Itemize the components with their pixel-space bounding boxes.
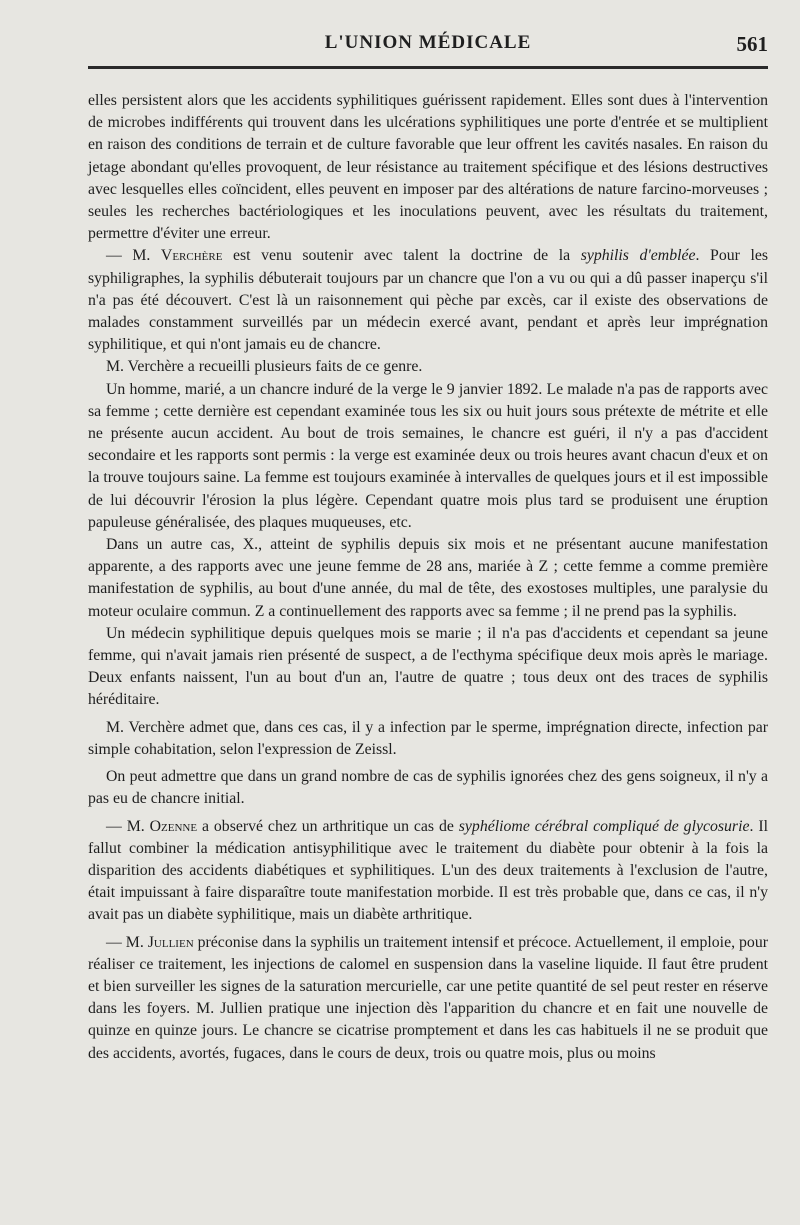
text-segment: préconise dans la syphilis un traitement intensif et précoce. Actuellement, il emploie, pour réaliser ce traitement, les injections de calomel en suspension dans la vaseline liquide. Il faut être prudent et bien surveiller les signes de la saturation mercurielle, car une petite quantité de sel peut rester en réserve dans les foyers. M. Jullien pratique une injection dès l'apparition du chancre et en fait une nouvelle de quinze en quinze jours. Le chancre se cicatrise promptement et dans les cas habituels il ne se produit que des accidents, avortés, fugaces, dans le cours de deux, trois ou quatre mois, plus ou moins	[88, 933, 768, 1062]
paragraph-4: Un homme, marié, a un chancre induré de la verge le 9 janvier 1892. Le malade n'a pas de rapports avec sa femme ; cette dernière est cependant examinée tous les six ou huit jours sous prétexte de métrite et elle ne présente aucun accident. Au bout de trois semaines, le chancre est guéri, il n'y a pas d'accident secondaire et les rapports sont permis : la verge est examinée deux ou trois heures avant chacun d'eux et on la trouve toujours saine. La femme est toujours examinée à intervalles de quelques jours et il est impossible de lui découvrir l'érosion la plus légère. Cependant quatre mois plus tard se produisent une éruption papuleuse généralisée, des plaques muqueuses, etc.	[88, 380, 768, 531]
article-body	[88, 90, 768, 1065]
speaker-name: Ozenne	[149, 817, 198, 835]
paragraph-jullien	[88, 932, 768, 1065]
dash-prefix: — M.	[106, 817, 150, 835]
paragraph-1: elles persistent alors que les accidents syphilitiques guérissent rapidement. Elles sont dues à l'intervention de microbes indifférents qui trouvent dans les ulcérations syphilitiques une porte d'entrée et se multiplient en raison des conditions de terrain et de culture favorable que leur offrent les cavités nasales. En raison du jetage abondant qu'elles provoquent, de leur résistance au traitement spécifique et des lésions destructives avec lesquelles elles coïncident, elles peuvent en imposer par des altérations de nature farcino-morveuses ; seules les recherches bactériologiques et les inoculations peuvent, avec les résultats du traitement, permettre d'éviter une erreur.	[88, 92, 768, 243]
dash-prefix: — M.	[106, 933, 148, 951]
page-header	[88, 30, 768, 64]
paragraph-7: M. Verchère admet que, dans ces cas, il y a infection par le sperme, imprégnation directe, infection par simple cohabitation, selon l'expression de Zeissl.	[88, 718, 768, 758]
speaker-name: Verchère	[160, 247, 223, 265]
paragraph-verchere-intro	[88, 245, 768, 356]
page-number: 561	[736, 32, 768, 56]
paragraph-ozenne	[88, 816, 768, 927]
paragraph-5: Dans un autre cas, X., atteint de syphilis depuis six mois et ne présentant aucune manifestation apparente, a des rapports avec une jeune femme de 28 ans, mariée à Z ; cette femme a comme première manifestation de syphilis, au bout d'une année, du mal de tête, des exostoses multiples, une paralysie du moteur oculaire commun. Z a continuellement des rapports avec sa femme ; il ne prend pas la syphilis.	[88, 536, 768, 620]
text-segment: est venu soutenir avec talent la doctrine de la	[222, 247, 581, 265]
speaker-name: Jullien	[147, 933, 194, 951]
paragraph-3: M. Verchère a recueilli plusieurs faits de ce genre.	[106, 358, 423, 376]
paragraph-8: On peut admettre que dans un grand nombre de cas de syphilis ignorées chez des gens soigneux, il n'y a pas eu de chancre initial.	[88, 768, 768, 808]
paragraph-6: Un médecin syphilitique depuis quelques mois se marie ; il n'a pas d'accidents et cependant sa jeune femme, qui n'avait jamais rien présenté de suspect, a de l'ecthyma spécifique deux mois après le mariage. Deux enfants naissent, l'un au bout d'un an, l'autre de quatre ; tous deux ont des traces de syphilis héréditaire.	[88, 624, 768, 709]
dash-prefix: — M.	[106, 247, 161, 265]
header-rule	[88, 66, 768, 69]
text-segment: . Pour les syphiligraphes, la syphilis débuterait toujours par un chancre que l'on a vu ou qui a dû passer inaperçu s'il n'a pas été découvert. C'est là un raisonnement qui pèche par excès, car il existe des observations de malades constamment surveillés par un médecin exercé avant, pendant et après leur imprégnation syphilitique, et qui n'ont jamais eu de chancre.	[88, 247, 768, 354]
journal-title: L'UNION MÉDICALE	[324, 32, 532, 53]
italic-term: syphéliome cérébral compliqué de glycosurie	[458, 817, 750, 835]
text-segment: . Il fallut combiner la médication antisyphilitique avec le traitement du diabète pour obtenir à la fois la disparition des accidents diabétiques et syphilitiques. L'un des deux traitements à l'exclusion de l'autre, était impuissant à faire disparaître toute manifestation morbide. Il est très probable que, dans ce cas, il n'y avait pas un diabète syphilitique, mais un diabète arthritique.	[88, 817, 768, 924]
text-segment: a observé chez un arthritique un cas de	[197, 817, 459, 835]
italic-term: syphilis d'emblée	[580, 247, 696, 265]
